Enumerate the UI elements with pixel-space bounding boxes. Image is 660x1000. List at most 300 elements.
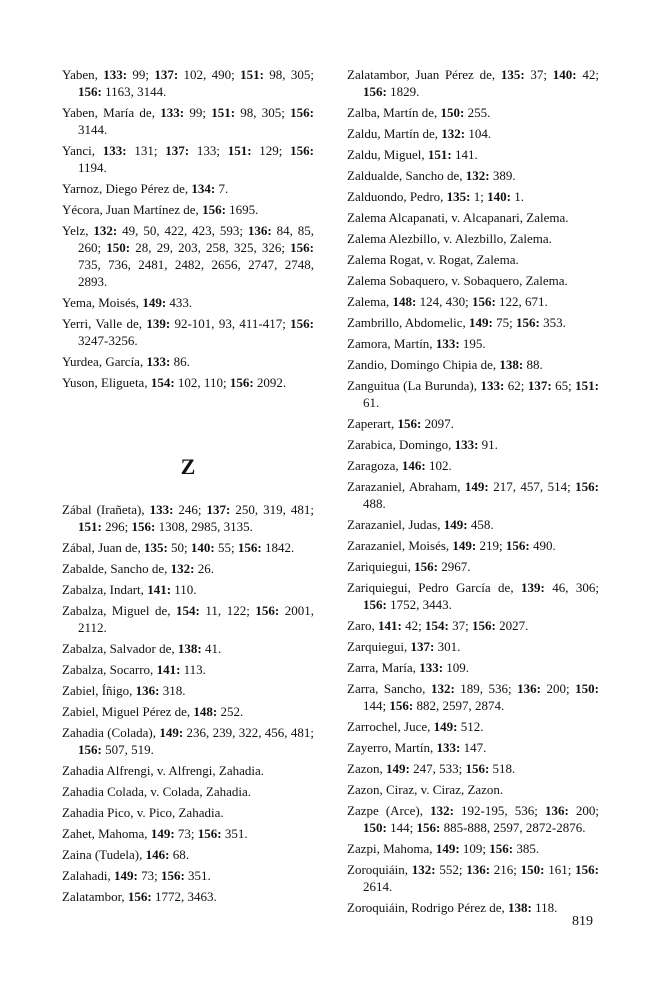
index-entry <box>62 539 314 556</box>
page-references: 433. <box>166 295 193 310</box>
entry-name: Zarrochel, Juce, <box>347 719 431 734</box>
index-entry <box>347 415 599 432</box>
page-references: 129; <box>251 143 291 158</box>
index-entry <box>347 209 599 226</box>
volume-number: 156: <box>290 240 314 255</box>
entry-name: Zarra, Sancho, <box>347 681 426 696</box>
page-references: 84, 85, 260; <box>78 223 315 255</box>
page-references: 99; <box>184 105 212 120</box>
index-entry <box>62 180 314 197</box>
index-entry <box>62 374 314 391</box>
index-entry <box>347 781 599 798</box>
index-entry <box>347 436 599 453</box>
volume-number: 141: <box>378 618 402 633</box>
index-entry <box>62 501 314 535</box>
page-references: 735, 736, 2481, 2482, 2656, 2747, 2748, 2893. <box>78 257 314 289</box>
volume-number: 149: <box>452 538 477 553</box>
entry-name: Zamora, Martín, <box>347 336 433 351</box>
volume-number: 151: <box>427 147 452 162</box>
volume-number: 137: <box>154 67 179 82</box>
page-references: 385. <box>513 841 540 856</box>
index-entry <box>347 718 599 735</box>
page-references: 86. <box>170 354 190 369</box>
page-references: 2092. <box>253 375 287 390</box>
entry-name: Zalba, Martín de, <box>347 105 438 120</box>
page-references: 1829. <box>386 84 420 99</box>
volume-number: 132: <box>441 126 466 141</box>
volume-number: 156: <box>363 84 387 99</box>
entry-name: Zábal, Juan de, <box>62 540 141 555</box>
index-entry <box>347 659 599 676</box>
volume-number: 156: <box>290 316 315 331</box>
page-references: 236, 239, 322, 456, 481; <box>183 725 315 740</box>
page-references: 1308, 2985, 3135. <box>155 519 253 534</box>
entry-name: Zaro, <box>347 618 375 633</box>
entry-name: Zazon, <box>347 761 383 776</box>
volume-number: 156: <box>516 315 540 330</box>
entry-name: Zarra, María, <box>347 660 416 675</box>
volume-number: 151: <box>78 519 102 534</box>
letter-heading: Z <box>180 454 196 479</box>
volume-number: 149: <box>469 315 493 330</box>
index-entry <box>347 558 599 575</box>
page-references: 55; <box>214 540 238 555</box>
volume-number: 151: <box>227 143 252 158</box>
entry-name: Yema, Moisés, <box>62 295 140 310</box>
page-references: 42; <box>576 67 599 82</box>
entry-name: Zarazaniel, Moisés, <box>347 538 450 553</box>
entry-name: Zaragoza, <box>347 458 399 473</box>
volume-number: 149: <box>159 725 184 740</box>
volume-number: 137: <box>410 639 435 654</box>
page-references: 73; <box>137 868 161 883</box>
page-references: 73; <box>174 826 198 841</box>
volume-number: 154: <box>150 375 175 390</box>
entry-name: Zahadia Alfrengi, v. Alfrengi, Zahadia. <box>62 763 265 778</box>
index-entry <box>347 638 599 655</box>
volume-number: 156: <box>575 862 599 877</box>
volume-number: 137: <box>206 502 231 517</box>
entry-name: Zalema Alcapanati, v. Alcapanari, Zalema. <box>347 210 569 225</box>
volume-number: 149: <box>433 719 458 734</box>
index-entry <box>347 230 599 247</box>
page-references: 91. <box>478 437 498 452</box>
page-references: 41. <box>201 641 222 656</box>
index-entry <box>62 222 314 290</box>
page-references: 102. <box>425 458 452 473</box>
index-entry <box>62 783 314 800</box>
volume-number: 132: <box>430 803 454 818</box>
page-references: 62; <box>504 378 528 393</box>
volume-number: 156: <box>127 889 152 904</box>
page-references: 552; <box>435 862 467 877</box>
entry-name: Zarquiegui, <box>347 639 408 654</box>
volume-number: 151: <box>575 378 600 393</box>
entry-name: Zazon, Ciraz, v. Ciraz, Zazon. <box>347 782 504 797</box>
entry-name: Zaldualde, Sancho de, <box>347 168 463 183</box>
right-column <box>347 66 599 920</box>
entry-name: Zabalza, Socarro, <box>62 662 154 677</box>
entry-name: Yarnoz, Diego Pérez de, <box>62 181 189 196</box>
entry-name: Zambrillo, Abdomelic, <box>347 315 466 330</box>
volume-number: 135: <box>500 67 525 82</box>
page-references: 488. <box>363 496 386 511</box>
volume-number: 134: <box>191 181 216 196</box>
left-column <box>62 66 314 909</box>
index-entry <box>347 680 599 714</box>
entry-name: Zarazaniel, Abraham, <box>347 479 461 494</box>
page-references: 1194. <box>78 160 107 175</box>
page-references: 11, 122; <box>199 603 256 618</box>
entry-name: Zalema Sobaquero, v. Sobaquero, Zalema. <box>347 273 568 288</box>
volume-number: 154: <box>425 618 449 633</box>
volume-number: 133: <box>454 437 479 452</box>
page-references: 389. <box>489 168 516 183</box>
volume-number: 138: <box>508 900 532 915</box>
entry-name: Zoroquiáin, <box>347 862 409 877</box>
volume-number: 156: <box>389 698 414 713</box>
volume-number: 146: <box>145 847 170 862</box>
page-references: 98, 305; <box>263 67 314 82</box>
index-entry <box>62 682 314 699</box>
page-references: 141. <box>451 147 478 162</box>
page-references: 75; <box>492 315 517 330</box>
volume-number: 156: <box>489 841 514 856</box>
entries-y-section <box>62 66 314 391</box>
page-references: 124, 430; <box>416 294 472 309</box>
index-entry <box>62 581 314 598</box>
page-references: 1. <box>510 189 524 204</box>
volume-number: 132: <box>430 681 455 696</box>
page-references: 192-195, 536; <box>453 803 545 818</box>
index-entry <box>347 579 599 613</box>
page-references: 104. <box>465 126 492 141</box>
page-references: 102, 110; <box>174 375 230 390</box>
entry-name: Zalema, <box>347 294 390 309</box>
page-references: 353. <box>539 315 566 330</box>
page-references: 255. <box>464 105 491 120</box>
index-entry <box>62 846 314 863</box>
index-entry <box>347 188 599 205</box>
entry-name: Zoroquiáin, Rodrigo Pérez de, <box>347 900 505 915</box>
volume-number: 140: <box>487 189 511 204</box>
volume-number: 140: <box>552 67 577 82</box>
page-references: 2614. <box>363 879 393 894</box>
volume-number: 141: <box>147 582 172 597</box>
volume-number: 156: <box>255 603 280 618</box>
index-entry <box>62 104 314 138</box>
volume-number: 156: <box>237 540 262 555</box>
entry-name: Zabalza, Miguel de, <box>62 603 171 618</box>
index-entry <box>347 356 599 373</box>
page-references: 50; <box>167 540 191 555</box>
page-references: 2001, 2112. <box>78 603 314 635</box>
entry-name: Zahadia (Colada), <box>62 725 156 740</box>
index-entry <box>62 661 314 678</box>
page-references: 2967. <box>438 559 471 574</box>
page-references: 351. <box>184 868 211 883</box>
page-references: 1752, 3443. <box>386 597 452 612</box>
volume-number: 132: <box>465 168 490 183</box>
index-entry <box>62 703 314 720</box>
page-references: 195. <box>459 336 486 351</box>
entry-name: Yanci, <box>62 143 95 158</box>
volume-number: 148: <box>392 294 417 309</box>
page-references: 131; <box>126 143 166 158</box>
volume-number: 136: <box>544 803 569 818</box>
volume-number: 136: <box>517 681 542 696</box>
volume-number: 132: <box>411 862 436 877</box>
volume-number: 149: <box>385 761 410 776</box>
entry-name: Zaldu, Martín de, <box>347 126 438 141</box>
volume-number: 156: <box>416 820 441 835</box>
page-references: 122, 671. <box>495 294 548 309</box>
entry-name: Zandio, Domingo Chipia de, <box>347 357 497 372</box>
page-references: 246; <box>173 502 207 517</box>
index-entry <box>347 516 599 533</box>
index-entry <box>62 867 314 884</box>
entry-name: Zahet, Mahoma, <box>62 826 148 841</box>
volume-number: 133: <box>103 67 128 82</box>
page-references: 1163, 3144. <box>101 84 167 99</box>
page-references: 109; <box>459 841 490 856</box>
page-references: 301. <box>434 639 461 654</box>
volume-number: 133: <box>102 143 127 158</box>
index-entry <box>62 315 314 349</box>
page-references: 318. <box>159 683 186 698</box>
volume-number: 154: <box>176 603 200 618</box>
volume-number: 156: <box>78 84 102 99</box>
page-references: 882, 2597, 2874. <box>413 698 505 713</box>
page-references: 99; <box>127 67 155 82</box>
page-references: 28, 29, 203, 258, 325, 326; <box>130 240 291 255</box>
index-entry <box>62 724 314 758</box>
volume-number: 156: <box>363 597 387 612</box>
page-references: 490. <box>529 538 556 553</box>
volume-number: 136: <box>466 862 491 877</box>
page-references: 512. <box>457 719 484 734</box>
page-references: 200; <box>568 803 599 818</box>
entry-name: Zahadia Colada, v. Colada, Zahadia. <box>62 784 252 799</box>
page-references: 252. <box>217 704 244 719</box>
index-entry <box>62 602 314 636</box>
index-entry <box>62 888 314 905</box>
page-references: 110. <box>171 582 197 597</box>
page-references: 7. <box>215 181 229 196</box>
volume-number: 149: <box>113 868 138 883</box>
volume-number: 156: <box>414 559 438 574</box>
page-references: 161; <box>544 862 576 877</box>
page-references: 118. <box>531 900 558 915</box>
index-entry <box>62 353 314 370</box>
volume-number: 149: <box>142 295 167 310</box>
index-entry <box>347 802 599 836</box>
entry-name: Zanguitua (La Burunda), <box>347 378 477 393</box>
page-references: 250, 319, 481; <box>230 502 314 517</box>
volume-number: 135: <box>143 540 168 555</box>
volume-number: 138: <box>499 357 524 372</box>
entry-name: Zabalza, Salvador de, <box>62 641 175 656</box>
entry-name: Yaben, <box>62 67 98 82</box>
page-references: 1695. <box>225 202 259 217</box>
volume-number: 141: <box>156 662 181 677</box>
volume-number: 156: <box>290 143 314 158</box>
entry-name: Yuson, Eligueta, <box>62 375 148 390</box>
index-entry <box>347 125 599 142</box>
page-references: 26. <box>194 561 214 576</box>
volume-number: 156: <box>465 761 490 776</box>
volume-number: 132: <box>170 561 195 576</box>
page-references: 1772, 3463. <box>151 889 217 904</box>
volume-number: 156: <box>397 416 422 431</box>
volume-number: 140: <box>190 540 215 555</box>
index-entry <box>62 201 314 218</box>
volume-number: 133: <box>436 740 461 755</box>
index-entry <box>347 66 599 100</box>
page-references: 113. <box>180 662 206 677</box>
entry-name: Zalahadi, <box>62 868 111 883</box>
index-entry <box>62 640 314 657</box>
entry-name: Zariquiegui, Pedro García de, <box>347 580 514 595</box>
page-references: 37; <box>448 618 472 633</box>
page-references: 68. <box>169 847 189 862</box>
page-references: 88. <box>523 357 543 372</box>
page-references: 217, 457, 514; <box>488 479 576 494</box>
volume-number: 150: <box>106 240 131 255</box>
page-references: 200; <box>541 681 576 696</box>
volume-number: 156: <box>197 826 222 841</box>
entry-name: Zabiel, Íñigo, <box>62 683 133 698</box>
volume-number: 156: <box>131 519 156 534</box>
volume-number: 138: <box>177 641 202 656</box>
page-references: 147. <box>460 740 487 755</box>
index-entry <box>347 314 599 331</box>
index-entry <box>62 142 314 176</box>
volume-number: 139: <box>521 580 545 595</box>
entry-name: Zazpe (Arce), <box>347 803 424 818</box>
entry-name: Zarazaniel, Judas, <box>347 517 441 532</box>
volume-number: 156: <box>471 294 496 309</box>
page-references: 351. <box>221 826 248 841</box>
entry-name: Zarabica, Domingo, <box>347 437 452 452</box>
page-references: 133; <box>189 143 228 158</box>
volume-number: 156: <box>505 538 530 553</box>
volume-number: 136: <box>247 223 272 238</box>
index-entry <box>347 293 599 310</box>
index-entry <box>62 804 314 821</box>
entry-name: Yelz, <box>62 223 89 238</box>
volume-number: 148: <box>193 704 218 719</box>
page-references: 885-888, 2597, 2872-2876. <box>440 820 586 835</box>
entry-name: Zahadia Pico, v. Pico, Zahadia. <box>62 805 224 820</box>
page-references: 65; <box>551 378 576 393</box>
index-entry <box>347 272 599 289</box>
entry-name: Zabalza, Indart, <box>62 582 144 597</box>
page-references: 216; <box>490 862 521 877</box>
volume-number: 137: <box>527 378 552 393</box>
page-number: 819 <box>572 914 593 929</box>
volume-number: 151: <box>211 105 236 120</box>
page-references: 296; <box>101 519 132 534</box>
volume-number: 156: <box>575 479 599 494</box>
page-references: 3144. <box>78 122 108 137</box>
volume-number: 156: <box>202 202 226 217</box>
index-entry <box>347 840 599 857</box>
index-entry <box>347 861 599 895</box>
volume-number: 156: <box>229 375 254 390</box>
page-references: 518. <box>489 761 516 776</box>
page-references: 189, 536; <box>454 681 518 696</box>
volume-number: 132: <box>93 223 118 238</box>
entry-name: Zalema Rogat, v. Rogat, Zalema. <box>347 252 519 267</box>
volume-number: 149: <box>443 517 468 532</box>
index-entry <box>347 146 599 163</box>
entry-name: Zalatambor, <box>62 889 125 904</box>
entry-name: Zabalde, Sancho de, <box>62 561 168 576</box>
entry-name: Zabiel, Miguel Pérez de, <box>62 704 191 719</box>
volume-number: 149: <box>435 841 460 856</box>
volume-number: 133: <box>149 502 174 517</box>
index-entry <box>347 760 599 777</box>
volume-number: 150: <box>440 105 465 120</box>
entry-name: Zaina (Tudela), <box>62 847 143 862</box>
index-entry <box>62 762 314 779</box>
volume-number: 156: <box>160 868 185 883</box>
index-entry <box>347 617 599 634</box>
page-references: 61. <box>363 395 380 410</box>
index-entry <box>347 899 599 916</box>
entry-name: Zábal (Irañeta), <box>62 502 145 517</box>
page-references: 3247-3256. <box>78 333 138 348</box>
entry-name: Zalatambor, Juan Pérez de, <box>347 67 496 82</box>
index-entry <box>347 457 599 474</box>
index-entry <box>347 478 599 512</box>
page-references: 98, 305; <box>235 105 291 120</box>
volume-number: 150: <box>363 820 387 835</box>
volume-number: 149: <box>464 479 489 494</box>
page-references: 1; <box>470 189 488 204</box>
volume-number: 133: <box>480 378 505 393</box>
entry-name: Zayerro, Martín, <box>347 740 434 755</box>
volume-number: 156: <box>471 618 496 633</box>
volume-number: 156: <box>78 742 102 757</box>
volume-number: 146: <box>401 458 426 473</box>
page-references: 144; <box>386 820 417 835</box>
volume-number: 133: <box>435 336 460 351</box>
page-references: 46, 306; <box>544 580 600 595</box>
index-entry <box>62 825 314 842</box>
page-references: 1842. <box>261 540 295 555</box>
volume-number: 133: <box>160 105 185 120</box>
volume-number: 136: <box>135 683 160 698</box>
page-references: 2097. <box>421 416 454 431</box>
volume-number: 150: <box>575 681 599 696</box>
entry-name: Yécora, Juan Martínez de, <box>62 202 199 217</box>
entry-name: Zazpi, Mahoma, <box>347 841 433 856</box>
volume-number: 149: <box>150 826 175 841</box>
page-references: 219; <box>476 538 506 553</box>
index-entry <box>62 294 314 311</box>
index-entry <box>62 66 314 100</box>
entry-name: Zaldu, Miguel, <box>347 147 425 162</box>
page-references: 507, 519. <box>101 742 154 757</box>
entry-name: Yurdea, García, <box>62 354 144 369</box>
entry-name: Zaperart, <box>347 416 395 431</box>
page-references: 247, 533; <box>409 761 466 776</box>
index-entry <box>347 537 599 554</box>
volume-number: 156: <box>290 105 314 120</box>
volume-number: 139: <box>146 316 171 331</box>
